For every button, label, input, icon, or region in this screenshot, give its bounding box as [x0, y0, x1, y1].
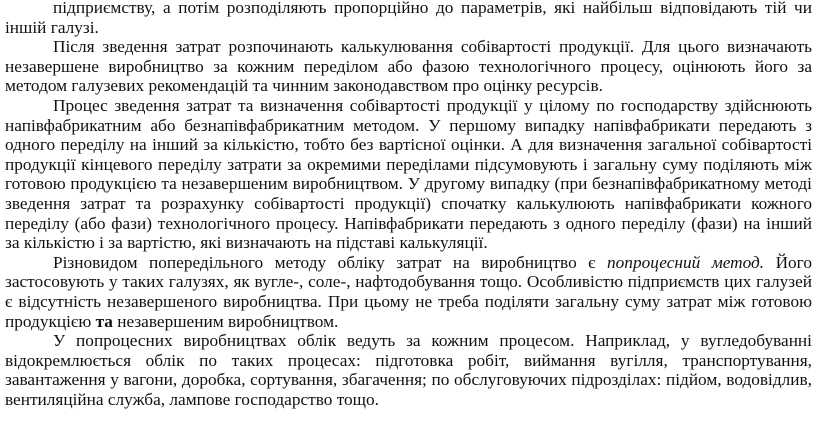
process-method-text-3: незавершеним виробництвом. [112, 311, 339, 331]
paragraph-continuation: підприємству, а потім розподіляють пропорційно до параметрів, які найбільш відповідають тій чи іншій галузі. [5, 0, 812, 37]
process-method-bold-word: та [95, 311, 113, 331]
process-method-text-1: Різновидом попередільного методу обліку затрат на виробництво є [53, 252, 608, 272]
paragraph-cost-methods: Процес зведення затрат та визначення собівартості продукції у цілому по господарству здійснюють напівфабрикатним або безнапівфабрикатним методом. У першому випадку напівфабрикати передають з одного переділу на інший за кількістю, тобто без вартісної оцінки. А для визначення загальної собівартості продукції кінцевого переділу затрати за окремими переділами підсумовують і загальну суму поділяють між готовою продукцією та незавершеним виробництвом. У другому випадку (при безнапівфабрикатному методі зведення затрат та розрахунку собівартості продукції) спочатку калькулюють напівфабрикати кожного переділу (або фази) технологічного процесу. Напівфабрикати передають з одного переділу (фази) на інший за кількістю і за вартістю, які визначають на підставі калькуляції. [5, 95, 812, 253]
paragraph-process-method [5, 253, 812, 331]
process-method-text-2: Його застосовують у таких галузях, як вугле-, соле-, нафтодобування тощо. Особливістю підприємств цих галузей є відсутність незавершеного виробництва. При цьому не треба поділяти загальну суму затрат між готовою продукцією [5, 252, 812, 331]
process-method-term: попроцесний метод. [607, 252, 765, 272]
paragraph-process-accounting: У попроцесних виробництвах облік ведуть за кожним процесом. Наприклад, у вугледобуванні відокремлюється облік по таких процесах: підготовка робіт, виймання вугілля, транспортування, завантаження у вагони, доробка, сортування, збагачення; по обслуговуючих підрозділах: підйом, водовідлив, вентиляційна служба, лампове господарство тощо. [5, 331, 812, 409]
paragraph-cost-calculation: Після зведення затрат розпочинають калькулювання собівартості продукції. Для цього визначають незавершене виробництво за кожним переділом або фазою технологічного процесу, оцінюють його за методом галузевих рекомендацій та чинним законодавством про оцінку ресурсів. [5, 37, 812, 96]
